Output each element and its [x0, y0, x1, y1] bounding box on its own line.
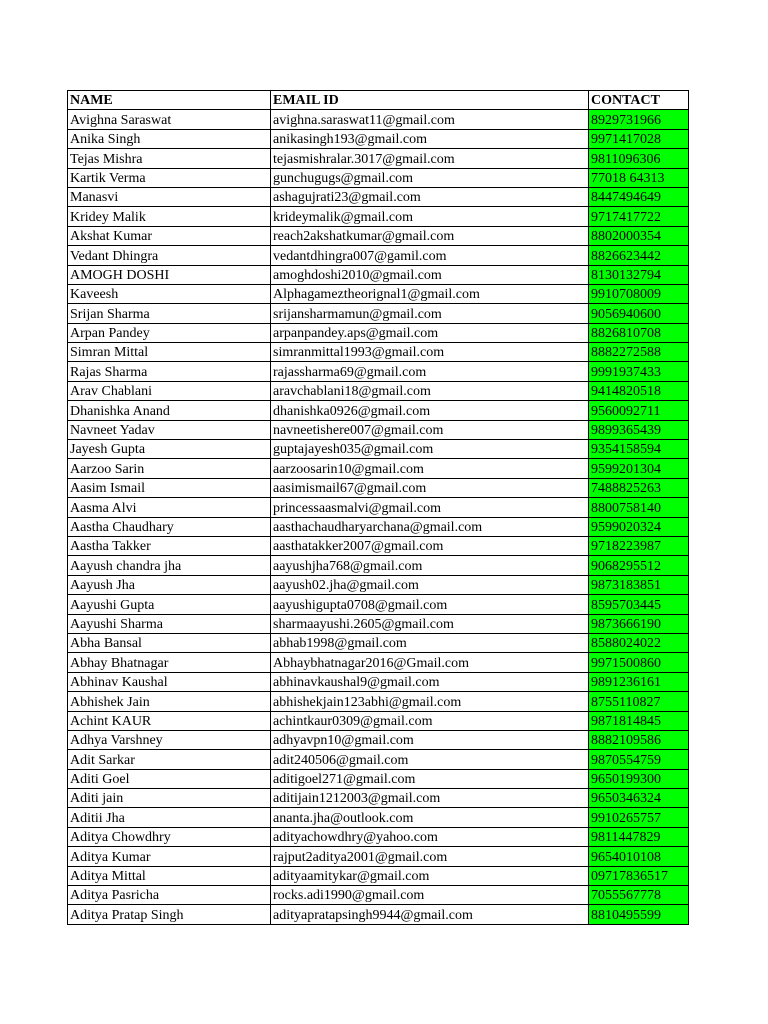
name-cell[interactable]: Aditya Mittal — [68, 866, 271, 885]
name-cell[interactable]: Arav Chablani — [68, 381, 271, 400]
table-row — [68, 556, 689, 575]
email-cell[interactable]: simranmittal1993@gmail.com — [271, 343, 589, 362]
email-cell[interactable]: aarzoosarin10@gmail.com — [271, 459, 589, 478]
email-cell[interactable]: abhinavkaushal9@gmail.com — [271, 672, 589, 691]
name-cell[interactable]: Aditya Kumar — [68, 847, 271, 866]
name-cell[interactable]: Aditii Jha — [68, 808, 271, 827]
contact-cell[interactable]: 9354158594 — [589, 440, 689, 459]
email-cell[interactable]: ananta.jha@outlook.com — [271, 808, 589, 827]
column-header-name[interactable]: NAME — [68, 91, 271, 110]
name-cell[interactable]: Aarzoo Sarin — [68, 459, 271, 478]
table-row — [68, 207, 689, 226]
table-row — [68, 866, 689, 885]
table-row — [68, 420, 689, 439]
table-row — [68, 517, 689, 536]
name-cell[interactable]: Akshat Kumar — [68, 226, 271, 245]
contact-cell[interactable]: 9910708009 — [589, 284, 689, 303]
name-cell[interactable]: Aayushi Sharma — [68, 614, 271, 633]
contact-cell[interactable]: 9717417722 — [589, 207, 689, 226]
contact-cell[interactable]: 9560092711 — [589, 401, 689, 420]
name-cell[interactable]: Aditi jain — [68, 789, 271, 808]
contact-cell[interactable]: 9910265757 — [589, 808, 689, 827]
table-row — [68, 692, 689, 711]
contact-cell[interactable]: 8595703445 — [589, 595, 689, 614]
contact-cell[interactable]: 77018 64313 — [589, 168, 689, 187]
name-cell[interactable]: AMOGH DOSHI — [68, 265, 271, 284]
table-row — [68, 265, 689, 284]
email-cell[interactable]: krideymalik@gmail.com — [271, 207, 589, 226]
name-cell[interactable]: Aayushi Gupta — [68, 595, 271, 614]
name-cell[interactable]: Aayush chandra jha — [68, 556, 271, 575]
table-row — [68, 614, 689, 633]
table-row — [68, 129, 689, 148]
table-row — [68, 789, 689, 808]
email-cell[interactable]: aravchablani18@gmail.com — [271, 381, 589, 400]
table-row — [68, 110, 689, 129]
column-header-email[interactable]: EMAIL ID — [271, 91, 589, 110]
email-cell[interactable]: reach2akshatkumar@gmail.com — [271, 226, 589, 245]
table-row — [68, 750, 689, 769]
table-row — [68, 653, 689, 672]
contact-cell[interactable]: 9891236161 — [589, 672, 689, 691]
email-cell[interactable]: rajput2aditya2001@gmail.com — [271, 847, 589, 866]
contact-cell[interactable]: 7488825263 — [589, 478, 689, 497]
name-cell[interactable]: Srijan Sharma — [68, 304, 271, 323]
email-cell[interactable]: adit240506@gmail.com — [271, 750, 589, 769]
name-cell[interactable]: Jayesh Gupta — [68, 440, 271, 459]
contact-cell[interactable]: 8810495599 — [589, 905, 689, 924]
email-cell[interactable]: vedantdhingra007@gamil.com — [271, 246, 589, 265]
name-cell[interactable]: Kridey Malik — [68, 207, 271, 226]
email-cell[interactable]: arpanpandey.aps@gmail.com — [271, 323, 589, 342]
table-row — [68, 575, 689, 594]
table-row — [68, 847, 689, 866]
table-row — [68, 168, 689, 187]
name-cell[interactable]: Aditya Pasricha — [68, 886, 271, 905]
email-cell[interactable]: aasthachaudharyarchana@gmail.com — [271, 517, 589, 536]
table-row — [68, 362, 689, 381]
name-cell[interactable]: Aastha Chaudhary — [68, 517, 271, 536]
spreadsheet — [67, 90, 689, 925]
name-cell[interactable]: Aayush Jha — [68, 575, 271, 594]
contact-cell[interactable]: 9811096306 — [589, 149, 689, 168]
contact-cell[interactable]: 9873183851 — [589, 575, 689, 594]
table-row — [68, 149, 689, 168]
name-cell[interactable]: Adhya Varshney — [68, 730, 271, 749]
table-row — [68, 730, 689, 749]
table-row — [68, 886, 689, 905]
name-cell[interactable]: Adit Sarkar — [68, 750, 271, 769]
table-body — [68, 110, 689, 924]
contact-cell[interactable]: 9650346324 — [589, 789, 689, 808]
name-cell[interactable]: Tejas Mishra — [68, 149, 271, 168]
email-cell[interactable]: rajassharma69@gmail.com — [271, 362, 589, 381]
contact-cell[interactable]: 8826623442 — [589, 246, 689, 265]
header-row — [68, 91, 689, 110]
table-row — [68, 905, 689, 924]
table-row — [68, 343, 689, 362]
email-cell[interactable]: princessaasmalvi@gmail.com — [271, 498, 589, 517]
name-cell[interactable]: Simran Mittal — [68, 343, 271, 362]
name-cell[interactable]: Dhanishka Anand — [68, 401, 271, 420]
column-header-contact[interactable]: CONTACT — [589, 91, 689, 110]
contact-cell[interactable]: 9599201304 — [589, 459, 689, 478]
email-cell[interactable]: gunchugugs@gmail.com — [271, 168, 589, 187]
name-cell[interactable]: Kartik Verma — [68, 168, 271, 187]
contact-cell[interactable]: 9899365439 — [589, 420, 689, 439]
contact-cell[interactable]: 8882272588 — [589, 343, 689, 362]
contact-cell[interactable]: 8826810708 — [589, 323, 689, 342]
email-cell[interactable]: adhyavpn10@gmail.com — [271, 730, 589, 749]
name-cell[interactable]: Vedant Dhingra — [68, 246, 271, 265]
contact-cell[interactable]: 9650199300 — [589, 769, 689, 788]
contact-cell[interactable]: 8130132794 — [589, 265, 689, 284]
email-cell[interactable]: aayushigupta0708@gmail.com — [271, 595, 589, 614]
table-row — [68, 381, 689, 400]
contact-cell[interactable]: 7055567778 — [589, 886, 689, 905]
contact-cell[interactable]: 9414820518 — [589, 381, 689, 400]
email-cell[interactable]: aditijain1212003@gmail.com — [271, 789, 589, 808]
email-cell[interactable]: Abhaybhatnagar2016@Gmail.com — [271, 653, 589, 672]
contact-cell[interactable]: 9971417028 — [589, 129, 689, 148]
name-cell[interactable]: Avighna Saraswat — [68, 110, 271, 129]
contact-cell[interactable]: 9654010108 — [589, 847, 689, 866]
table-row — [68, 498, 689, 517]
contact-cell[interactable]: 8882109586 — [589, 730, 689, 749]
email-cell[interactable]: srijansharmamun@gmail.com — [271, 304, 589, 323]
table-row — [68, 827, 689, 846]
contact-cell[interactable]: 9599020324 — [589, 517, 689, 536]
name-cell[interactable]: Aastha Takker — [68, 536, 271, 555]
contact-cell[interactable]: 9991937433 — [589, 362, 689, 381]
contact-cell[interactable]: 8755110827 — [589, 692, 689, 711]
email-cell[interactable]: tejasmishralar.3017@gmail.com — [271, 149, 589, 168]
email-cell[interactable]: achintkaur0309@gmail.com — [271, 711, 589, 730]
email-cell[interactable]: aayush02.jha@gmail.com — [271, 575, 589, 594]
contact-table — [67, 90, 689, 925]
contact-cell[interactable]: 9718223987 — [589, 536, 689, 555]
email-cell[interactable]: adityapratapsingh9944@gmail.com — [271, 905, 589, 924]
name-cell[interactable]: Abhishek Jain — [68, 692, 271, 711]
email-cell[interactable]: amoghdoshi2010@gmail.com — [271, 265, 589, 284]
contact-cell[interactable]: 9870554759 — [589, 750, 689, 769]
table-row — [68, 769, 689, 788]
email-cell[interactable]: adityaamitykar@gmail.com — [271, 866, 589, 885]
table-row — [68, 595, 689, 614]
name-cell[interactable]: Abhinav Kaushal — [68, 672, 271, 691]
email-cell[interactable]: navneetishere007@gmail.com — [271, 420, 589, 439]
contact-cell[interactable]: 8588024022 — [589, 633, 689, 652]
table-row — [68, 226, 689, 245]
table-row — [68, 478, 689, 497]
email-cell[interactable]: anikasingh193@gmail.com — [271, 129, 589, 148]
table-row — [68, 323, 689, 342]
contact-cell[interactable]: 8802000354 — [589, 226, 689, 245]
contact-cell[interactable]: 09717836517 — [589, 866, 689, 885]
contact-cell[interactable]: 8447494649 — [589, 187, 689, 206]
table-row — [68, 633, 689, 652]
name-cell[interactable]: Manasvi — [68, 187, 271, 206]
table-row — [68, 284, 689, 303]
name-cell[interactable]: Abhay Bhatnagar — [68, 653, 271, 672]
email-cell[interactable]: rocks.adi1990@gmail.com — [271, 886, 589, 905]
email-cell[interactable]: ashagujrati23@gmail.com — [271, 187, 589, 206]
name-cell[interactable]: Anika Singh — [68, 129, 271, 148]
name-cell[interactable]: Aasim Ismail — [68, 478, 271, 497]
email-cell[interactable]: aasimismail67@gmail.com — [271, 478, 589, 497]
table-row — [68, 536, 689, 555]
contact-cell[interactable]: 9873666190 — [589, 614, 689, 633]
table-row — [68, 187, 689, 206]
table-row — [68, 246, 689, 265]
email-cell[interactable]: sharmaayushi.2605@gmail.com — [271, 614, 589, 633]
name-cell[interactable]: Aditi Goel — [68, 769, 271, 788]
email-cell[interactable]: avighna.saraswat11@gmail.com — [271, 110, 589, 129]
name-cell[interactable]: Kaveesh — [68, 284, 271, 303]
table-row — [68, 304, 689, 323]
email-cell[interactable]: dhanishka0926@gmail.com — [271, 401, 589, 420]
email-cell[interactable]: Alphagameztheorignal1@gmail.com — [271, 284, 589, 303]
email-cell[interactable]: abhishekjain123abhi@gmail.com — [271, 692, 589, 711]
contact-cell[interactable]: 9056940600 — [589, 304, 689, 323]
name-cell[interactable]: Aditya Pratap Singh — [68, 905, 271, 924]
name-cell[interactable]: Abha Bansal — [68, 633, 271, 652]
contact-cell[interactable]: 9971500860 — [589, 653, 689, 672]
email-cell[interactable]: abhab1998@gmail.com — [271, 633, 589, 652]
contact-cell[interactable]: 9811447829 — [589, 827, 689, 846]
name-cell[interactable]: Aditya Chowdhry — [68, 827, 271, 846]
name-cell[interactable]: Aasma Alvi — [68, 498, 271, 517]
table-row — [68, 808, 689, 827]
contact-cell[interactable]: 9068295512 — [589, 556, 689, 575]
email-cell[interactable]: adityachowdhry@yahoo.com — [271, 827, 589, 846]
name-cell[interactable]: Achint KAUR — [68, 711, 271, 730]
name-cell[interactable]: Rajas Sharma — [68, 362, 271, 381]
email-cell[interactable]: aayushjha768@gmail.com — [271, 556, 589, 575]
table-row — [68, 440, 689, 459]
name-cell[interactable]: Arpan Pandey — [68, 323, 271, 342]
table-row — [68, 459, 689, 478]
table-row — [68, 711, 689, 730]
contact-cell[interactable]: 8800758140 — [589, 498, 689, 517]
contact-cell[interactable]: 8929731966 — [589, 110, 689, 129]
email-cell[interactable]: guptajayesh035@gmail.com — [271, 440, 589, 459]
email-cell[interactable]: aasthatakker2007@gmail.com — [271, 536, 589, 555]
table-row — [68, 401, 689, 420]
contact-cell[interactable]: 9871814845 — [589, 711, 689, 730]
name-cell[interactable]: Navneet Yadav — [68, 420, 271, 439]
email-cell[interactable]: aditigoel271@gmail.com — [271, 769, 589, 788]
table-row — [68, 672, 689, 691]
